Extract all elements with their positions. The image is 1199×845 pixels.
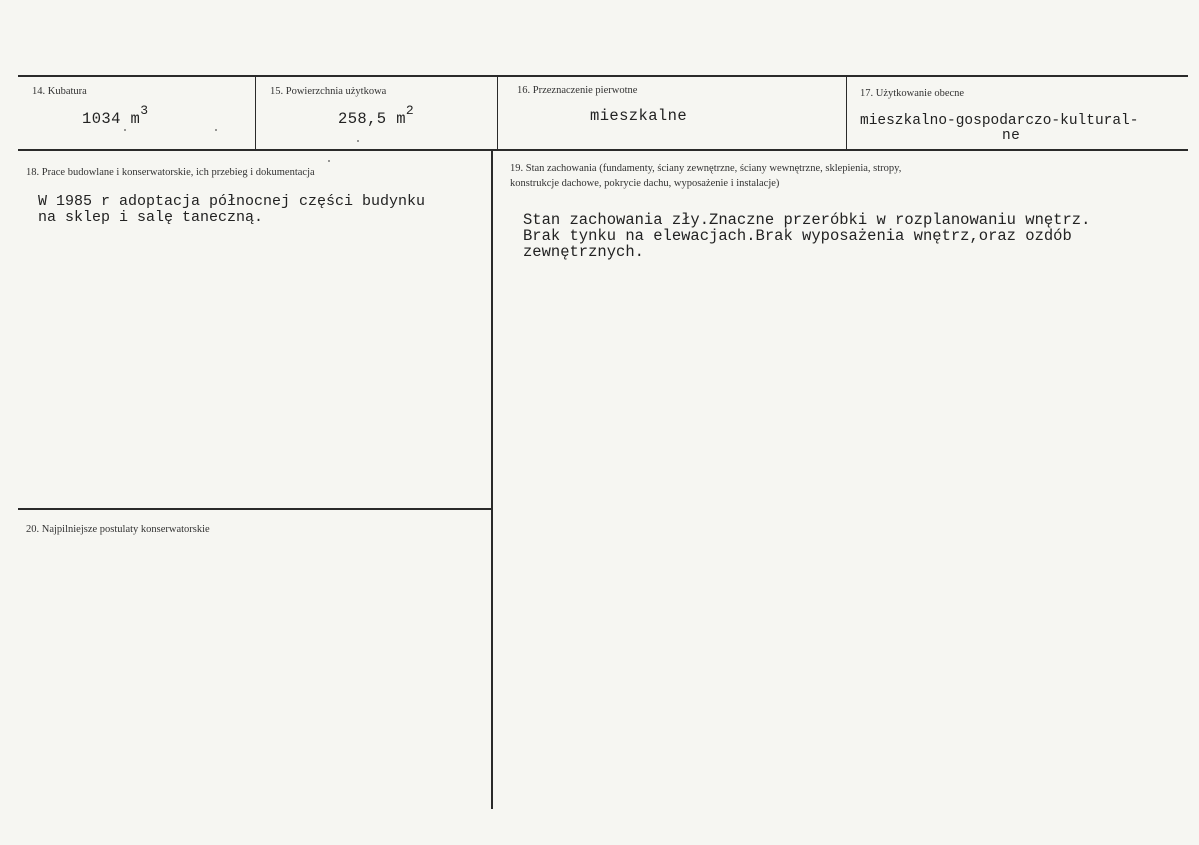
uzytkowanie-label: 17. Użytkowanie obecne — [860, 88, 965, 99]
uzytkowanie-value-line2: ne — [1002, 128, 1021, 144]
paper-speck — [215, 129, 217, 131]
powierzchnia-number: 258,5 — [338, 110, 387, 129]
kubatura-value — [82, 103, 149, 129]
divider-14-15 — [255, 75, 256, 150]
divider-16-17 — [846, 75, 847, 150]
powierzchnia-value — [338, 103, 415, 129]
stan-label-line2: konstrukcje dachowe, pokrycie dachu, wyposażenie i instalacje) — [510, 178, 780, 189]
prace-text-line2: na sklep i salę taneczną. — [38, 209, 264, 226]
uzytkowanie-value-line1: mieszkalno-gospodarczo-kultural- — [860, 113, 1139, 129]
top-rule — [18, 75, 1188, 77]
prace-label: 18. Prace budowlane i konserwatorskie, ich przebieg i dokumentacja — [26, 167, 315, 178]
stan-text-line3: zewnętrznych. — [523, 243, 644, 261]
postulaty-label: 20. Najpilniejsze postulaty konserwatorskie — [26, 524, 210, 535]
kubatura-label: 14. Kubatura — [32, 86, 87, 97]
kubatura-number: 1034 — [82, 110, 121, 129]
powierzchnia-label: 15. Powierzchnia użytkowa — [270, 86, 387, 97]
header-bottom-rule — [18, 149, 1188, 151]
paper-speck — [357, 140, 359, 142]
kubatura-exponent: 3 — [140, 103, 149, 118]
paper-speck — [124, 129, 126, 131]
prace-text-line1: W 1985 r adoptacja północnej części budynku — [38, 193, 426, 210]
przeznaczenie-value: mieszkalne — [590, 107, 688, 125]
stan-text-line2: Brak tynku na elewacjach.Brak wyposażenia wnętrz,oraz ozdób — [523, 227, 1072, 245]
section-20-top-rule — [18, 508, 492, 510]
powierzchnia-exponent: 2 — [405, 103, 415, 118]
paper-speck — [328, 160, 330, 162]
powierzchnia-unit: m — [396, 110, 406, 129]
stan-text-line1: Stan zachowania zły.Znaczne przeróbki w rozplanowaniu wnętrz. — [523, 211, 1091, 229]
kubatura-unit: m — [130, 110, 141, 129]
przeznaczenie-label: 16. Przeznaczenie pierwotne — [517, 85, 638, 96]
stan-label-line1: 19. Stan zachowania (fundamenty, ściany zewnętrzne, ściany wewnętrzne, sklepienia, stropy, — [510, 163, 902, 174]
divider-15-16 — [497, 75, 498, 150]
main-column-divider — [491, 149, 493, 809]
